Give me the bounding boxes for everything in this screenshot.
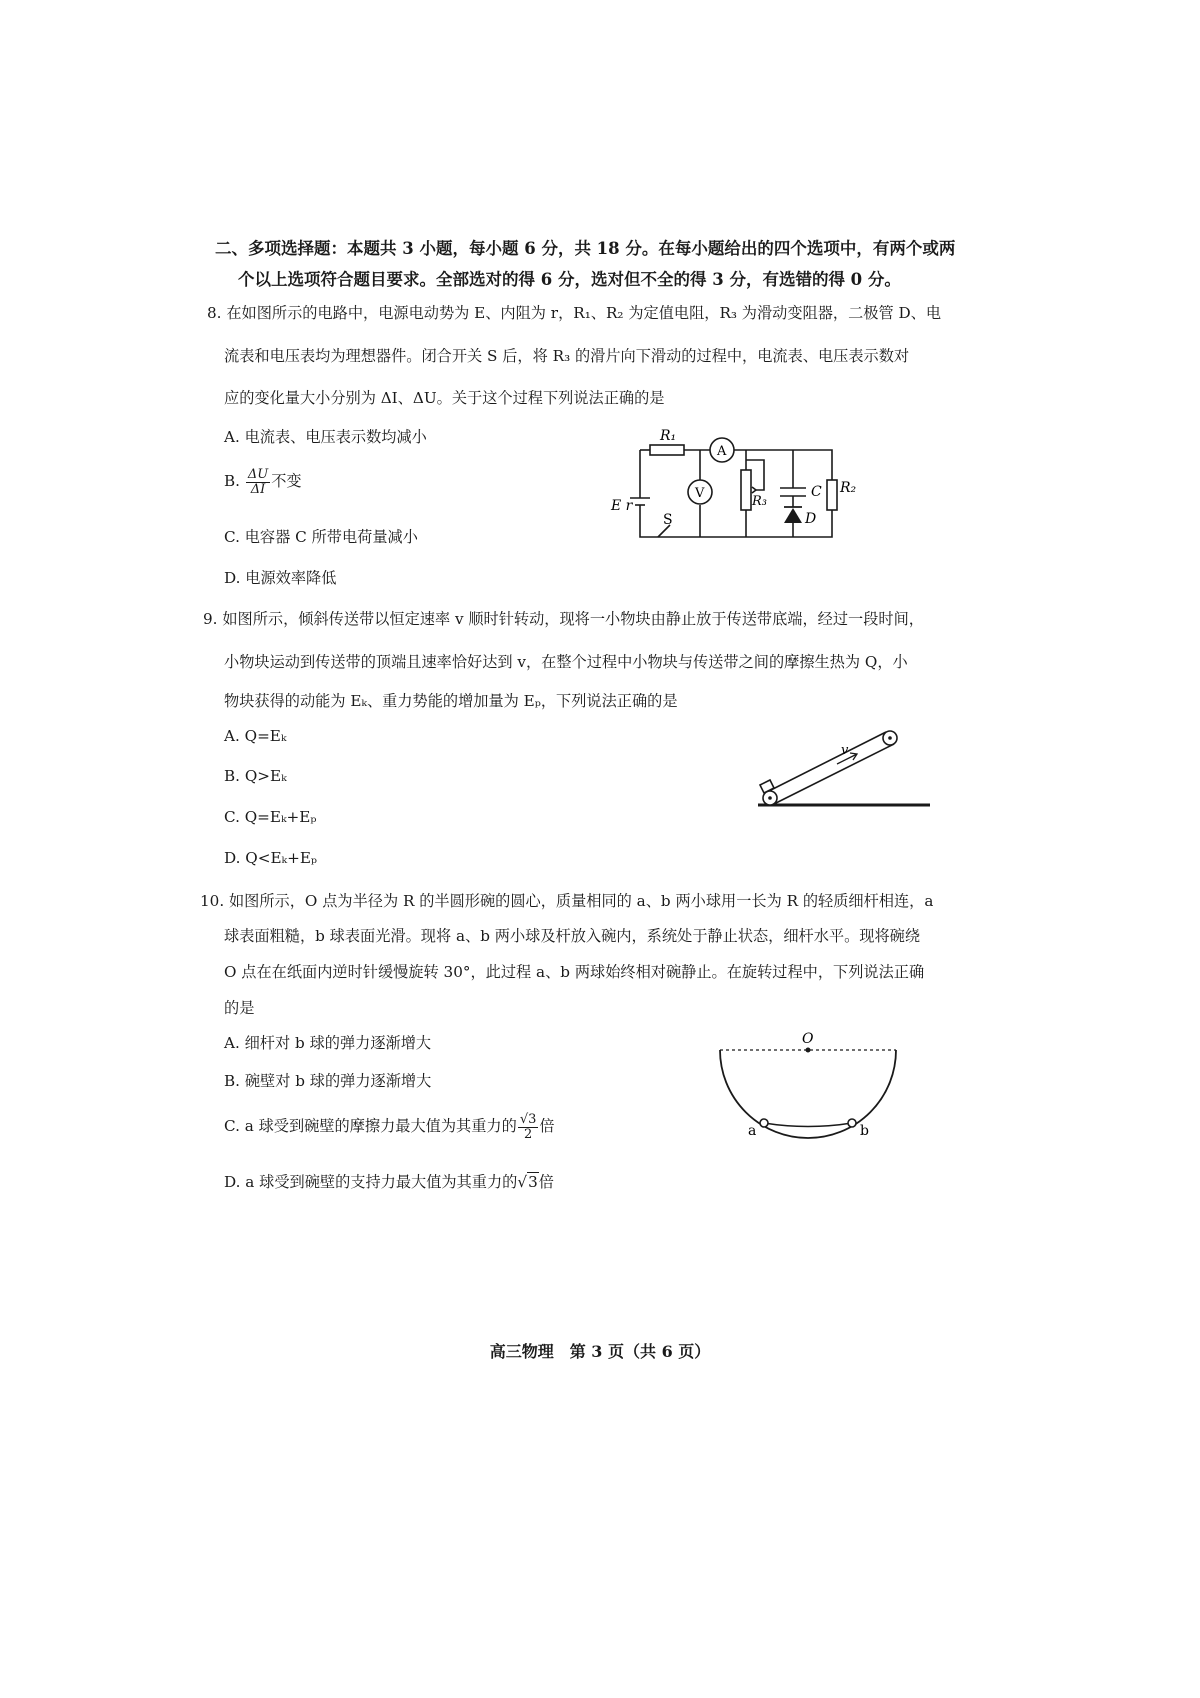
q10-stem-line-3: O 点在在纸面内逆时针缓慢旋转 30°，此过程 a、b 两球始终相对碗静止。在旋转过程中，下列说法正确: [224, 963, 925, 981]
q8-option-c: C. 电容器 C 所带电荷量减小: [224, 528, 418, 546]
label-switch: S: [663, 512, 673, 528]
q9-stem-line-2: 小物块运动到传送带的顶端且速率恰好达到 v，在整个过程中小物块与传送带之间的摩擦生热为 Q，小: [224, 653, 908, 671]
q8-stem-line-2: 流表和电压表均为理想器件。闭合开关 S 后，将 R₃ 的滑片向下滑动的过程中，电流表、电压表示数对: [224, 347, 910, 365]
belt-upper: [774, 744, 894, 804]
label-r3: R₃: [752, 494, 767, 509]
q9-option-d: D. Q<Eₖ+Eₚ: [224, 849, 317, 867]
q10-stem-line-2: 球表面粗糙，b 球表面光滑。现将 a、b 两小球及杆放入碗内，系统处于静止状态，细杆水平。现将碗绕: [224, 927, 921, 945]
q10-option-c-text: C. a 球受到碗壁的摩擦力最大值为其重力的: [224, 1117, 517, 1136]
ball-b: [848, 1119, 856, 1127]
q10-bowl-diagram: [700, 1030, 920, 1165]
q8-option-b-fraction: [246, 468, 270, 496]
q10-option-d-text: D. a 球受到碗壁的支持力最大值为其重力的: [224, 1173, 518, 1191]
q10-option-d-sqrt-sign: √: [517, 1173, 528, 1191]
label-r1: R₁: [660, 428, 677, 444]
label-v: v: [841, 743, 849, 758]
q8-option-b-denominator: ΔI: [250, 481, 266, 497]
q10-option-c-denominator: 2: [523, 1126, 533, 1142]
q9-stem-line-1: 9. 如图所示，倾斜传送带以恒定速率 v 顺时针转动，现将一小物块由静止放于传送带底端，经过一段时间，: [203, 610, 924, 628]
page-footer: 高三物理 第 3 页（共 6 页）: [489, 1342, 711, 1361]
q9-option-c: C. Q=Eₖ+Eₚ: [224, 808, 317, 826]
section-header-line-2: 个以上选项符合题目要求。全部选对的得 6 分，选对但不全的得 3 分，有选错的得 0 分。: [238, 270, 901, 289]
belt-lower: [765, 732, 886, 793]
ball-a: [760, 1119, 768, 1127]
q10-option-b: B. 碗壁对 b 球的弹力逐渐增大: [224, 1072, 432, 1090]
q8-option-b: [224, 468, 302, 496]
q8-circuit-diagram: [600, 420, 880, 550]
q9-option-a: A. Q=Eₖ: [224, 727, 287, 745]
q9-stem-line-3: 物块获得的动能为 Eₖ、重力势能的增加量为 Eₚ，下列说法正确的是: [224, 692, 678, 710]
r3-resistor: [741, 470, 751, 510]
q9-option-b: B. Q>Eₖ: [224, 767, 287, 785]
label-capacitor: C: [811, 484, 822, 500]
q8-option-d: D. 电源效率降低: [224, 569, 337, 587]
q9-conveyor-diagram: [755, 720, 935, 815]
section-header-line-1: 二、多项选择题：本题共 3 小题，每小题 6 分，共 18 分。在每小题给出的四个选项中，有两个或两: [215, 239, 956, 258]
q10-option-c-suffix: 倍: [539, 1117, 555, 1136]
q10-option-c-fraction: [518, 1113, 539, 1141]
q10-option-d: [224, 1171, 554, 1192]
q10-option-a: A. 细杆对 b 球的弹力逐渐增大: [224, 1034, 432, 1052]
q10-stem-line-4: 的是: [224, 999, 255, 1017]
center-o-point: [806, 1048, 811, 1053]
top-pulley-axle: [888, 736, 892, 740]
q8-option-a: A. 电流表、电压表示数均减小: [224, 428, 427, 446]
r1-resistor: [650, 445, 684, 455]
bowl-outline: [720, 1050, 896, 1138]
label-a: a: [748, 1123, 757, 1139]
q10-stem-line-1: 10. 如图所示，O 点为半径为 R 的半圆形碗的圆心，质量相同的 a、b 两小球用一长为 R 的轻质细杆相连，a: [200, 892, 934, 910]
r2-resistor: [827, 480, 837, 510]
q10-option-c: [224, 1113, 555, 1141]
q10-option-d-sqrt-arg: 3: [528, 1173, 538, 1191]
bottom-pulley-axle: [768, 796, 772, 800]
label-voltmeter: V: [695, 486, 705, 501]
q10-option-c-numerator: √3: [519, 1112, 537, 1127]
q8-option-b-numerator: ΔU: [247, 467, 269, 482]
q8-stem-line-3: 应的变化量大小分别为 ΔI、ΔU。关于这个过程下列说法正确的是: [224, 389, 665, 407]
q8-stem-line-1: 8. 在如图所示的电路中，电源电动势为 E、内阻为 r，R₁、R₂ 为定值电阻，R₃ 为滑动变阻器，二极管 D、电: [207, 304, 942, 322]
q8-option-b-label: B.: [224, 472, 240, 491]
q10-option-d-suffix: 倍: [538, 1173, 554, 1191]
label-o: O: [802, 1031, 814, 1047]
light-rod: [764, 1123, 852, 1127]
label-b: b: [860, 1123, 869, 1139]
label-r2: R₂: [840, 480, 857, 496]
diode: [784, 508, 802, 523]
label-ammeter: A: [717, 444, 727, 459]
label-diode: D: [805, 511, 817, 527]
label-battery: E r: [611, 498, 633, 514]
q8-option-b-suffix: 不变: [271, 472, 302, 491]
